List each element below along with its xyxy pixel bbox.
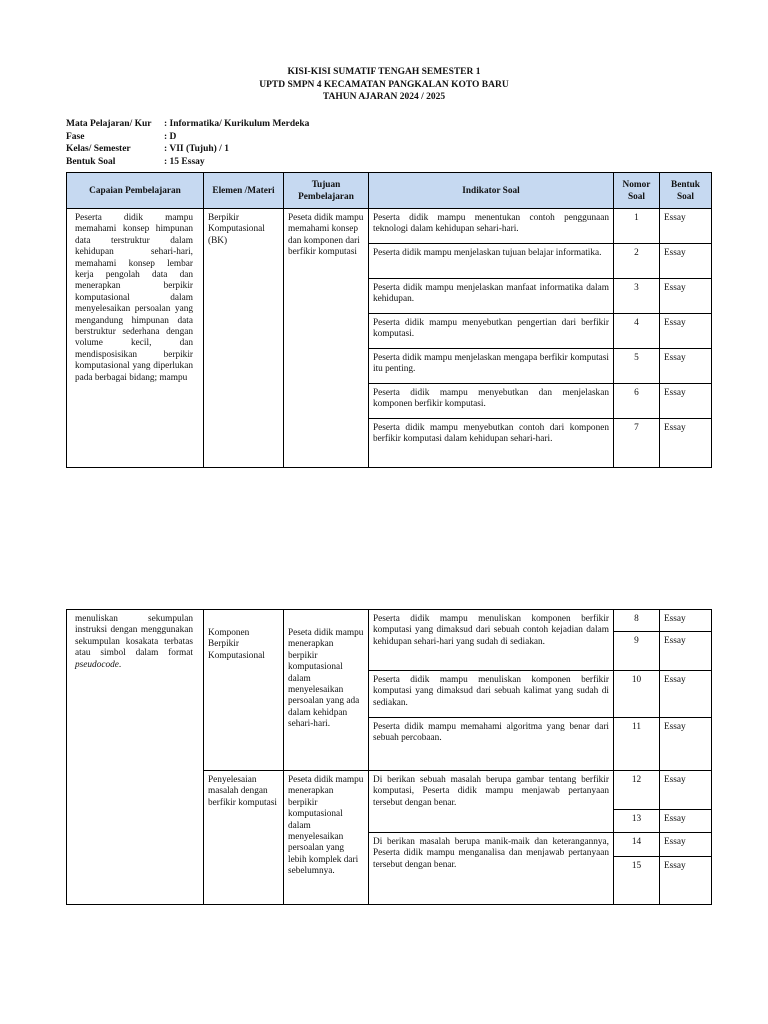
- indikator-cell: Peserta didik mampu menyebutkan dan menjelaskan komponen berfikir komputasi.: [369, 384, 614, 419]
- col-header-elemen: Elemen /Materi: [204, 173, 284, 209]
- table-header-row: [67, 173, 712, 209]
- capaian-pseudocode: pseudocode: [75, 659, 119, 670]
- header-school: UPTD SMPN 4 KECAMATAN PANGKALAN KOTO BARU: [259, 79, 509, 90]
- bentuk-cell: Essay: [660, 279, 712, 314]
- bentuk-value: Essay: [660, 833, 711, 857]
- nomor-value: 14: [614, 833, 659, 857]
- nomor-cell: 9: [614, 632, 660, 671]
- elemen-cell: Berpikir Komputasional (BK): [204, 209, 284, 468]
- nomor-value: 15: [631, 861, 642, 871]
- nomor-cell: 12: [614, 771, 660, 810]
- indikator-cell: Peserta didik mampu menentukan contoh penggunaan teknologi dalam kehidupan sehari-hari.: [369, 209, 614, 244]
- table-row: [67, 610, 712, 632]
- indikator-cell: Peserta didik mampu menuliskan komponen berfikir komputasi yang dimaksud dari sebuah kalimat yang sudah di sediakan.: [369, 671, 614, 718]
- kisi-kisi-table-page-2: [66, 609, 712, 905]
- kisi-kisi-table-page-1: [66, 172, 712, 468]
- nomor-cell: 4: [614, 314, 660, 349]
- nomor-cell: 11: [614, 718, 660, 771]
- bentuk-cell: Essay: [660, 718, 712, 771]
- indikator-cell: Peserta didik mampu menyebutkan pengertian dari berfikir komputasi.: [369, 314, 614, 349]
- col-header-indikator: Indikator Soal: [369, 173, 614, 209]
- nomor-cell: 2: [614, 244, 660, 279]
- nomor-cell: 3: [614, 279, 660, 314]
- indikator-cell: Peserta didik mampu menjelaskan mengapa berfikir komputasi itu penting.: [369, 349, 614, 384]
- bentuk-cell: Essay: [660, 244, 712, 279]
- col-header-tujuan: Tujuan Pembelajaran: [284, 173, 369, 209]
- meta-row: [66, 143, 309, 156]
- bentuk-cell: Essay: [660, 810, 712, 833]
- indikator-cell: Peserta didik mampu menuliskan komponen berfikir komputasi yang dimaksud dari sebuah contoh kejadian dalam kehidupan sehari-hari yang sudah di sediakan.: [369, 610, 614, 671]
- header-year: TAHUN AJARAN 2024 / 2025: [322, 92, 446, 102]
- table-row: [67, 209, 712, 244]
- capaian-cell: Peserta didik mampu memahami konsep himpunan data terstruktur dalam kehidupan sehari-hari, memahami konsep lembar kerja pengolah data dan menerapkan berpikir komputasional dalam menyelesaikan persoalan yang mengandung himpunan data berstruktur sederhana dengan volume kecil, dan mendisposisikan berpikir komputasional yang diperlukan pada berbagai bidang; mampu: [67, 209, 204, 468]
- bentuk-cell: Essay: [660, 610, 712, 632]
- col-header-nomor: Nomor Soal: [614, 173, 660, 209]
- indikator-cell: [369, 833, 614, 905]
- bentuk-cell: Essay: [660, 209, 712, 244]
- bentuk-value: Essay: [664, 861, 686, 871]
- nomor-cell: 6: [614, 384, 660, 419]
- indikator-cell: Peserta didik mampu memahami algoritma yang benar dari sebuah percobaan.: [369, 718, 614, 771]
- meta-label: Fase: [66, 131, 85, 142]
- capaian-end: .: [118, 659, 122, 670]
- document-header: [0, 66, 768, 104]
- nomor-cell: 8: [614, 610, 660, 632]
- indikator-cell: Peserta didik mampu menjelaskan manfaat informatika dalam kehidupan.: [369, 279, 614, 314]
- nomor-cell: 1: [614, 209, 660, 244]
- meta-value: : 15 Essay: [164, 156, 205, 167]
- header-title: KISI-KISI SUMATIF TENGAH SEMESTER 1: [287, 67, 481, 77]
- indikator-text: Di berikan masalah berupa manik-maik dan keterangannya, Peserta didik mampu menganalisa dan menjawab pertanyaan tersebut dengan benar.: [373, 837, 609, 870]
- meta-label: Mata Pelajaran/ Kur: [66, 119, 152, 129]
- bentuk-cell: Essay: [660, 671, 712, 718]
- meta-row: [66, 131, 309, 144]
- elemen-cell: Penyelesaian masalah dengan berfikir komputasi: [204, 771, 284, 905]
- meta-label: Bentuk Soal: [66, 156, 116, 167]
- indikator-cell: Di berikan sebuah masalah berupa gambar tentang berfikir komputasi, Peserta didik mampu menjawab pertanyaan tersebut dengan benar.: [369, 771, 614, 833]
- bentuk-cell: Essay: [660, 632, 712, 671]
- bentuk-cell: [660, 833, 712, 905]
- bentuk-cell: Essay: [660, 349, 712, 384]
- tujuan-cell: Peseta didik mampu menerapkan berpikir komputasional dalam menyelesaikan persoalan yang ada dalam kehidpan sehari-hari.: [284, 610, 369, 771]
- bentuk-cell: Essay: [660, 419, 712, 468]
- meta-row: [66, 118, 309, 131]
- nomor-cell: 13: [614, 810, 660, 833]
- capaian-cell: [67, 610, 204, 905]
- capaian-text: menuliskan sekumpulan instruksi dengan menggunakan sekumpulan kosakata terbatas atau simbol dalam format: [75, 614, 193, 659]
- tujuan-cell: Peseta didik mampu menerapkan berpikir komputasional dalam menyelesaikan persoalan yang lebih komplek dari sebelumnya.: [284, 771, 369, 905]
- document-meta: [66, 118, 309, 168]
- meta-value: : D: [164, 131, 177, 142]
- meta-label: Kelas/ Semester: [66, 144, 131, 154]
- col-header-capaian: Capaian Pembelajaran: [67, 173, 204, 209]
- meta-value: : VII (Tujuh) / 1: [164, 144, 229, 154]
- nomor-cell: 7: [614, 419, 660, 468]
- nomor-cell: 5: [614, 349, 660, 384]
- indikator-cell: Peserta didik mampu menyebutkan contoh dari komponen berfikir komputasi dalam kehidupan sehari-hari.: [369, 419, 614, 468]
- bentuk-cell: Essay: [660, 384, 712, 419]
- indikator-cell: Peserta didik mampu menjelaskan tujuan belajar informatika.: [369, 244, 614, 279]
- col-header-bentuk: Bentuk Soal: [660, 173, 712, 209]
- bentuk-cell: Essay: [660, 771, 712, 810]
- bentuk-cell: Essay: [660, 314, 712, 349]
- elemen-cell: Komponen Berpikir Komputasional: [204, 610, 284, 771]
- meta-row: [66, 156, 309, 169]
- meta-value: : Informatika/ Kurikulum Merdeka: [164, 119, 310, 129]
- nomor-cell: 10: [614, 671, 660, 718]
- nomor-cell: [614, 833, 660, 905]
- tujuan-cell: Peseta didik mampu memahami konsep dan komponen dari berfikir komputasi: [284, 209, 369, 468]
